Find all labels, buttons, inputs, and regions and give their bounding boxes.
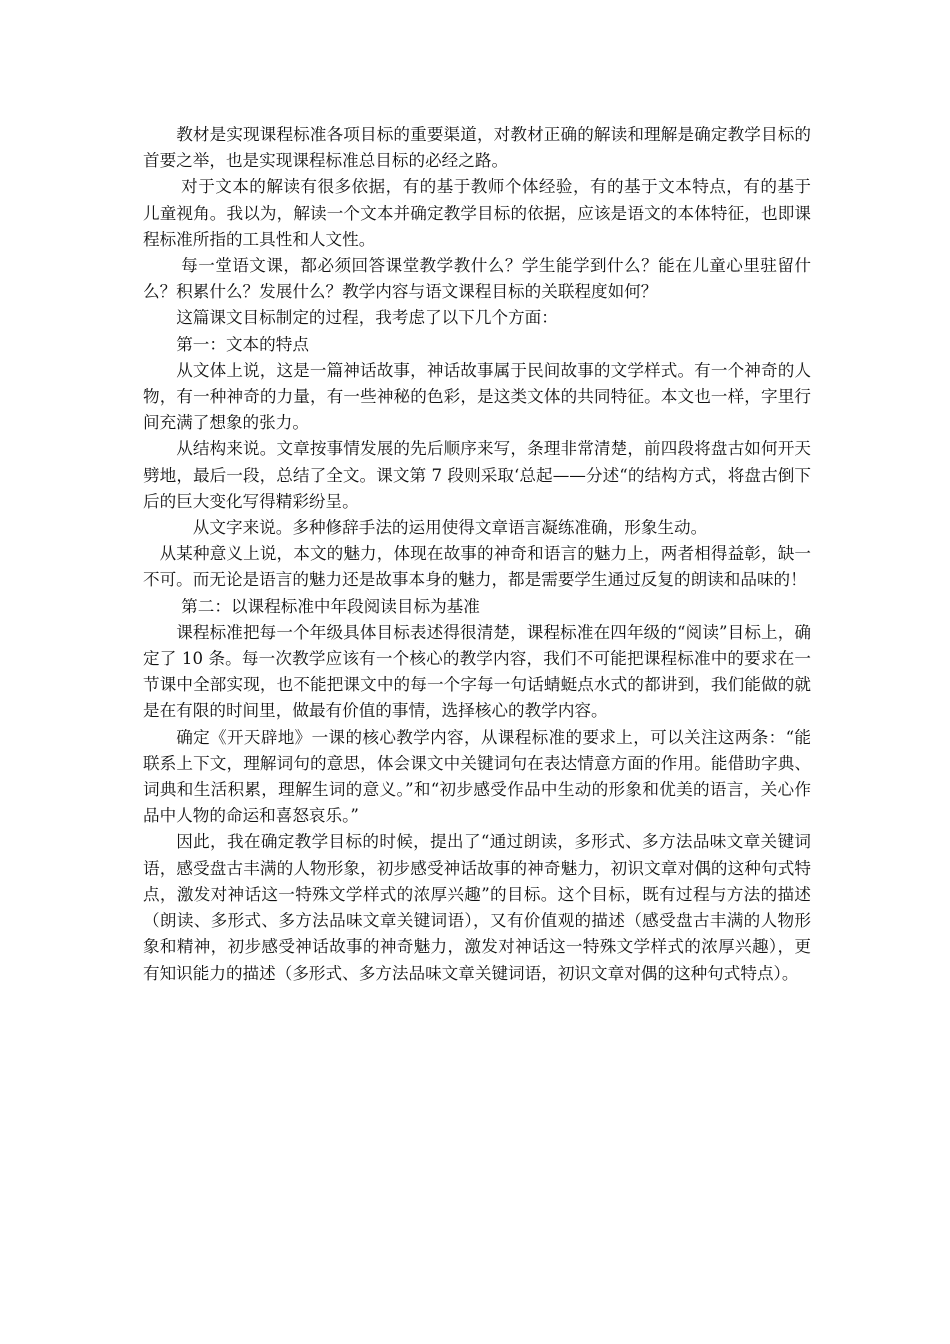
paragraph-3: 每一堂语文课，都必须回答课堂教学教什么？学生能学到什么？能在儿童心里驻留什么？积累什么？发展什么？教学内容与语文课程目标的关联程度如何？ bbox=[143, 256, 811, 302]
paragraph-10: 确定《开天辟地》一课的核心教学内容，从课程标准的要求上，可以关注这两条：“能联系上下文，理解词句的意思，体会课文中关键词句在表达情意方面的作用。能借助字典、词典和生活积累，理解生词的意义。”和“初步感受作品中生动的形象和优美的语言，关心作品中人物的命运和喜怒哀乐。” bbox=[143, 727, 811, 826]
paragraph-5: 从文体上说，这是一篇神话故事，神话故事属于民间故事的文学样式。有一个神奇的人物，有一种神奇的力量，有一些神秘的色彩，是这类文体的共同特征。本文也一样，字里行间充满了想象的张力。 bbox=[143, 360, 811, 433]
paragraph-11: 因此，我在确定教学目标的时候，提出了“通过朗读，多形式、多方法品味文章关键词语，感受盘古丰满的人物形象，初步感受神话故事的神奇魅力，初识文章对偶的这种句式特点，激发对神话这一特殊文学样式的浓厚兴趣”的目标。这个目标，既有过程与方法的描述（朗读、多形式、多方法品味文章关键词语），又有价值观的描述（感受盘古丰满的人物形象和精神，初步感受神话故事的神奇魅力，激发对神话这一特殊文学样式的浓厚兴趣），更有知识能力的描述（多形式、多方法品味文章关键词语，初识文章对偶的这种句式特点）。 bbox=[143, 832, 811, 983]
section-heading-2: 第二：以课程标准中年段阅读目标为基准 bbox=[181, 596, 480, 616]
paragraph-2: 对于文本的解读有很多依据，有的基于教师个体经验，有的基于文本特点，有的基于儿童视角。我以为，解读一个文本并确定教学目标的依据，应该是语文的本体特征，也即课程标准所指的工具性和人文性。 bbox=[143, 177, 811, 249]
document-body bbox=[143, 122, 811, 987]
paragraph-1: 教材是实现课程标准各项目标的重要渠道，对教材正确的解读和理解是确定教学目标的首要之举，也是实现课程标准总目标的必经之路。 bbox=[143, 125, 811, 171]
paragraph-8: 从某种意义上说，本文的魅力，体现在故事的神奇和语言的魅力上，两者相得益彰，缺一不可。而无论是语言的魅力还是故事本身的魅力，都是需要学生通过反复的朗读和品味的！ bbox=[143, 544, 811, 590]
paragraph-4: 这篇课文目标制定的过程，我考虑了以下几个方面： bbox=[176, 308, 558, 328]
section-heading-1: 第一：文本的特点 bbox=[176, 334, 309, 354]
paragraph-7: 从文字来说。多种修辞手法的运用使得文章语言凝练准确，形象生动。 bbox=[192, 518, 708, 538]
paragraph-6: 从结构来说。文章按事情发展的先后顺序来写，条理非常清楚，前四段将盘古如何开天劈地，最后一段，总结了全文。课文第 7 段则采取‘总起——分述“的结构方式，将盘古倒下后的巨大变化写得精彩纷呈。 bbox=[143, 439, 811, 511]
paragraph-9: 课程标准把每一个年级具体目标表述得很清楚，课程标准在四年级的“阅读”目标上，确定了 10 条。每一次教学应该有一个核心的教学内容，我们不可能把课程标准中的要求在一节课中全部实现，也不能把课文中的每一个字每一句话蜻蜓点水式的都讲到，我们能做的就是在有限的时间里，做最有价值的事情，选择核心的教学内容。 bbox=[143, 622, 811, 721]
